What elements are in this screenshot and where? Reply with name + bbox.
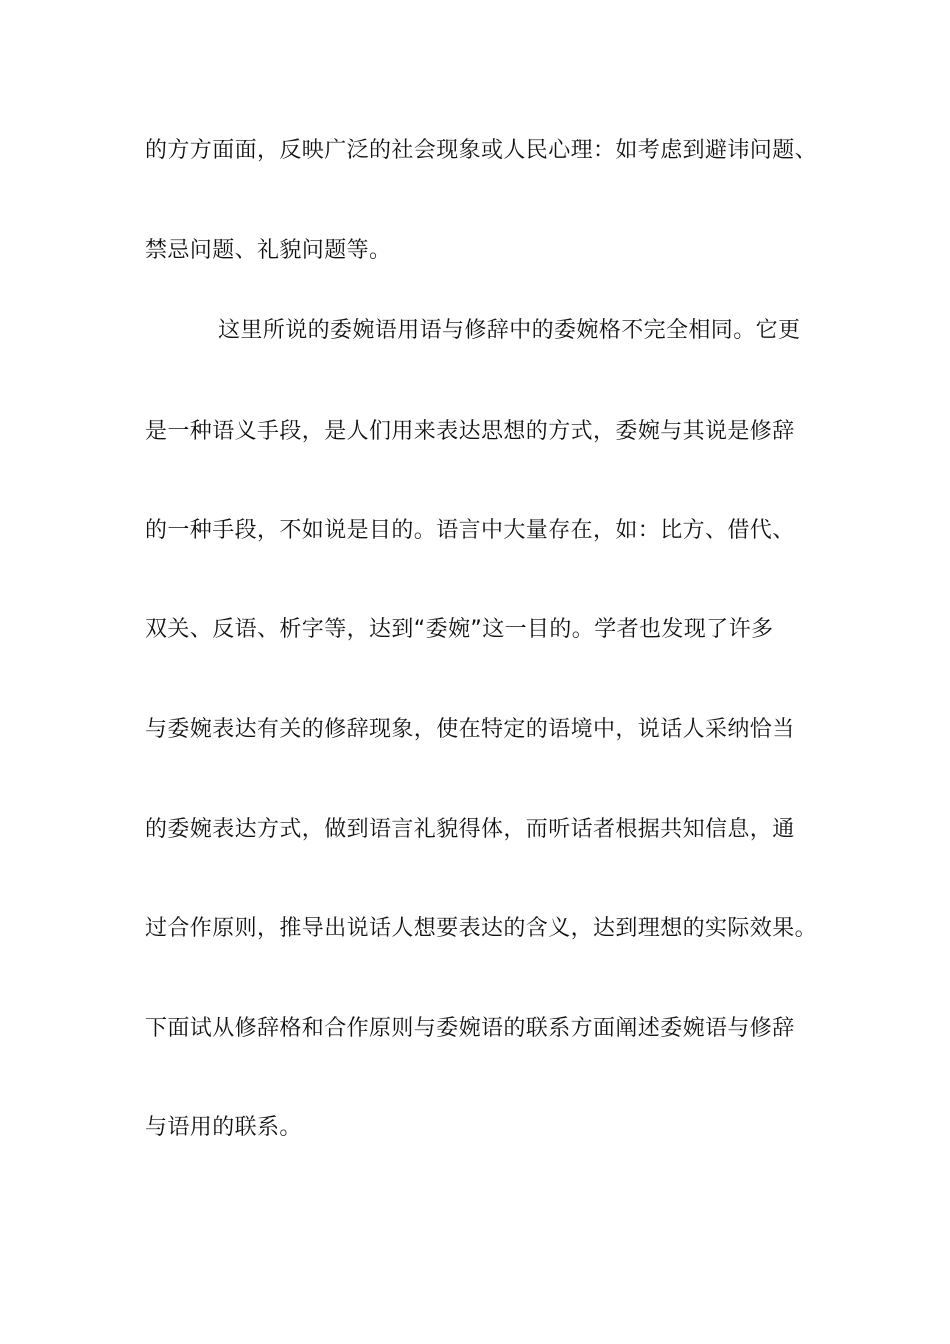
text-line-1: 的方方面面，反映广泛的社会现象或人民心理：如考虑到避讳问题、 (145, 138, 818, 163)
text-line-5: 的一种手段，不如说是目的。语言中大量存在，如：比方、借代、 (145, 518, 795, 543)
text-line-4: 是一种语义手段，是人们用来表达思想的方式，委婉与其说是修辞 (145, 419, 795, 444)
text-line-6: 双关、反语、析字等，达到“委婉”这一目的。学者也发现了许多 (145, 617, 774, 642)
text-line-11: 与语用的联系。 (145, 1115, 302, 1140)
text-line-2: 禁忌问题、礼貌问题等。 (145, 238, 392, 263)
text-line-3: 这里所说的委婉语用语与修辞中的委婉格不完全相同。它更 (218, 318, 801, 343)
text-line-7: 与委婉表达有关的修辞现象，使在特定的语境中，说话人采纳恰当 (145, 717, 795, 742)
text-line-8: 的委婉表达方式，做到语言礼貌得体，而听话者根据共知信息，通 (145, 817, 795, 842)
text-line-10: 下面试从修辞格和合作原则与委婉语的联系方面阐述委婉语与修辞 (145, 1016, 795, 1041)
text-line-9: 过合作原则，推导出说话人想要表达的含义，达到理想的实际效果。 (145, 916, 818, 941)
